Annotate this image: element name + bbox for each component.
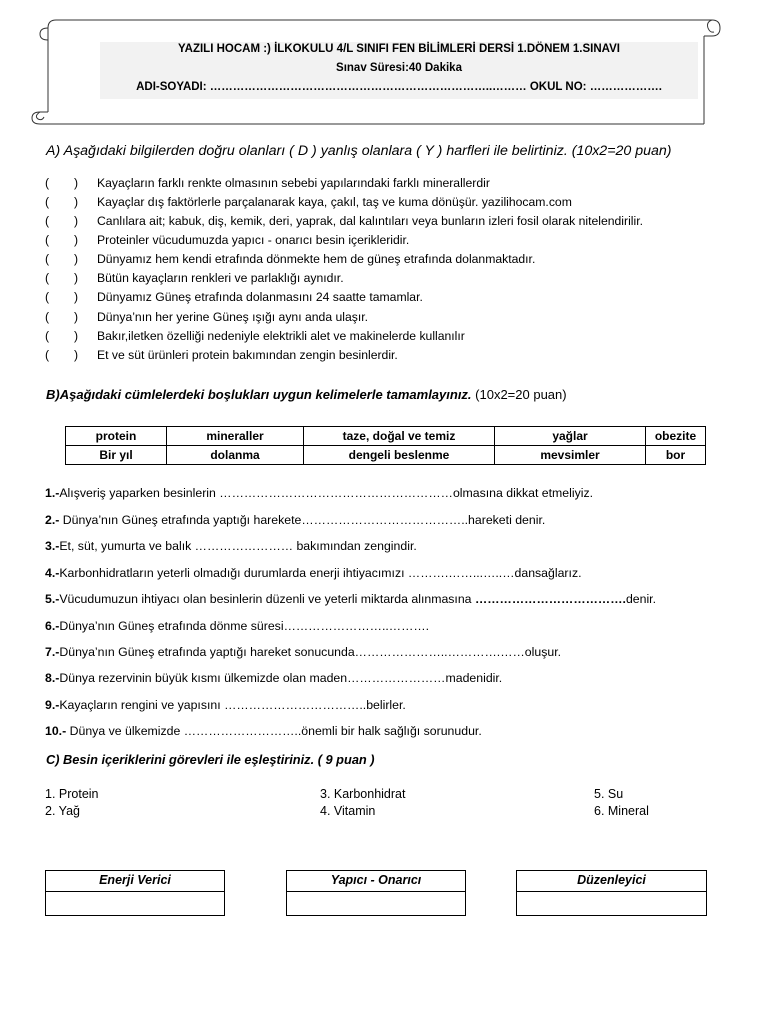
fill-in-item — [45, 566, 582, 580]
word-bank-table — [65, 426, 706, 465]
item-number: 5.- — [45, 592, 60, 606]
word-cell: bor — [646, 446, 706, 465]
word-bank-row — [66, 427, 706, 446]
item-text-before: Alışveriş yaparken besinlerin ………………………………………………… — [59, 486, 453, 500]
statement-text: Et ve süt ürünleri protein bakımından zengin besinlerdir. — [97, 348, 398, 362]
answer-blank-close: ) — [74, 290, 79, 304]
match-box-answer-area[interactable] — [517, 892, 706, 914]
answer-blank-close: ) — [74, 271, 79, 285]
answer-blank-open[interactable]: ( — [45, 290, 50, 304]
answer-blank-close: ) — [74, 252, 79, 266]
item-number: 1.- — [45, 486, 60, 500]
statement-text: Canlılara ait; kabuk, diş, kemik, deri, yaprak, dal kalıntıları veya bunların izleri fosil olarak nitelendirilir. — [97, 214, 643, 228]
match-box-answer-area[interactable] — [46, 892, 224, 914]
answer-blank-close: ) — [74, 233, 79, 247]
section-b-title-text: B)Aşağıdaki cümlelerdeki boşlukları uygun kelimelerle tamamlayınız. — [46, 387, 472, 402]
match-box-energy — [45, 870, 225, 916]
option-item: 5. Su — [594, 787, 624, 801]
true-false-item — [45, 310, 368, 324]
answer-blank-close: ) — [74, 176, 79, 190]
item-number: 10.- — [45, 724, 67, 738]
statement-text: Dünya’nın her yerine Güneş ışığı aynı anda ulaşır. — [97, 310, 368, 324]
fill-in-item — [45, 513, 545, 527]
item-text-before: Dünya ve ülkemizde ……………………….. — [66, 724, 302, 738]
true-false-item — [45, 348, 398, 362]
true-false-item — [45, 290, 423, 304]
item-number: 8.- — [45, 671, 60, 685]
answer-blank-open[interactable]: ( — [45, 233, 50, 247]
option-item: 6. Mineral — [594, 804, 649, 818]
item-text-after: önemli bir halk sağlığı sorunudur. — [301, 724, 482, 738]
answer-blank-open[interactable]: ( — [45, 271, 50, 285]
item-text-before: Vücudumuzun ihtiyacı olan besinlerin düzenli ve yeterli miktarda alınmasına — [59, 592, 475, 606]
statement-text: Bakır,iletken özelliği nedeniyle elektrikli alet ve makinelerde kullanılır — [97, 329, 465, 343]
word-cell: dolanma — [167, 446, 304, 465]
answer-blank-close: ) — [74, 195, 79, 209]
word-bank-row — [66, 446, 706, 465]
item-text-before: Dünya’nın Güneş etrafında dönme süresi……………………..………. — [59, 619, 430, 633]
option-item: 3. Karbonhidrat — [320, 787, 406, 801]
word-cell: mineraller — [167, 427, 304, 446]
statement-text: Kayaçlar dış faktörlerle parçalanarak kaya, çakıl, taş ve kuma dönüşür. yazilihocam.com — [97, 195, 572, 209]
word-cell: protein — [66, 427, 167, 446]
fill-in-item — [45, 645, 561, 659]
section-a-title: A) Aşağıdaki bilgilerden doğru olanları ( D ) yanlış olanlara ( Y ) harfleri ile belirtiniz. (10x2=20 puan) — [46, 143, 672, 159]
option-item: 4. Vitamin — [320, 804, 376, 818]
item-text-after: dansağlarız. — [514, 566, 582, 580]
item-text-before: Karbonhidratların yeterli olmadığı durumlarda enerji ihtiyacımızı ……….……...…..… — [59, 566, 515, 580]
item-text-after: hareketi denir. — [468, 513, 546, 527]
true-false-item — [45, 252, 535, 266]
item-text-before: Dünya’nın Güneş etrafında yaptığı hareket sonucunda…………………..………….…… — [59, 645, 525, 659]
section-c-title: C) Besin içeriklerini görevleri ile eşleştiriniz. ( 9 puan ) — [46, 752, 375, 767]
name-number-line: ADI-SOYADI: ………………………………………………………………..……… OKUL NO: ………………. — [136, 81, 662, 93]
true-false-item — [45, 176, 490, 190]
statement-text: Kayaçların farklı renkte olmasının sebebi yapılarındaki farklı minerallerdir — [97, 176, 490, 190]
fill-in-item — [45, 724, 482, 738]
answer-blank-open[interactable]: ( — [45, 348, 50, 362]
match-box-label: Enerji Verici — [46, 871, 224, 892]
answer-blank-close: ) — [74, 329, 79, 343]
item-number: 7.- — [45, 645, 60, 659]
word-cell: dengeli beslenme — [304, 446, 495, 465]
true-false-item — [45, 233, 409, 247]
match-box-label: Yapıcı - Onarıcı — [287, 871, 465, 892]
word-cell: mevsimler — [495, 446, 646, 465]
word-cell: Bir yıl — [66, 446, 167, 465]
true-false-item — [45, 214, 643, 228]
answer-blank-close: ) — [74, 310, 79, 324]
answer-blank-open[interactable]: ( — [45, 252, 50, 266]
true-false-item — [45, 195, 572, 209]
item-text-after: oluşur. — [524, 645, 562, 659]
item-number: 2.- — [45, 513, 60, 527]
fill-in-item — [45, 698, 406, 712]
item-text-after: denir. — [625, 592, 657, 606]
answer-blank-open[interactable]: ( — [45, 195, 50, 209]
answer-blank-close: ) — [74, 348, 79, 362]
item-text-after: madenidir. — [445, 671, 503, 685]
answer-blank-open[interactable]: ( — [45, 310, 50, 324]
true-false-item — [45, 329, 465, 343]
match-box-answer-area[interactable] — [287, 892, 465, 914]
word-cell: obezite — [646, 427, 706, 446]
statement-text: Dünyamız hem kendi etrafında dönmekte hem de güneş etrafında dolanmaktadır. — [97, 252, 536, 266]
word-cell: yağlar — [495, 427, 646, 446]
section-b-title — [46, 387, 567, 402]
match-box-regulator — [516, 870, 707, 916]
statement-text: Bütün kayaçların renkleri ve parlaklığı aynıdır. — [97, 271, 344, 285]
exam-duration: Sınav Süresi:40 Dakika — [336, 62, 462, 74]
item-blank[interactable]: ………………………………. — [474, 592, 626, 606]
answer-blank-open[interactable]: ( — [45, 214, 50, 228]
item-text-after: olmasına dikkat etmeliyiz. — [452, 486, 594, 500]
answer-blank-open[interactable]: ( — [45, 176, 50, 190]
item-text-before: Dünya’nın Güneş etrafında yaptığı harekete………………………………….. — [59, 513, 469, 527]
item-text-before: Dünya rezervinin büyük kısmı ülkemizde olan maden…………………… — [59, 671, 446, 685]
true-false-item — [45, 271, 344, 285]
item-text-after: belirler. — [366, 698, 406, 712]
answer-blank-open[interactable]: ( — [45, 329, 50, 343]
item-text-before: Et, süt, yumurta ve balık …………………… bakımından zengindir. — [59, 539, 417, 553]
answer-blank-close: ) — [74, 214, 79, 228]
word-cell: taze, doğal ve temiz — [304, 427, 495, 446]
item-number: 3.- — [45, 539, 60, 553]
item-number: 9.- — [45, 698, 60, 712]
fill-in-item — [45, 592, 656, 606]
item-number: 4.- — [45, 566, 60, 580]
item-text-before: Kayaçların rengini ve yapısını …………………………….. — [59, 698, 367, 712]
item-number: 6.- — [45, 619, 60, 633]
match-box-builder — [286, 870, 466, 916]
fill-in-item — [45, 671, 502, 685]
fill-in-item — [45, 486, 593, 500]
section-b-points: (10x2=20 puan) — [471, 387, 567, 402]
fill-in-item — [45, 539, 417, 553]
option-item: 1. Protein — [45, 787, 99, 801]
fill-in-item — [45, 619, 429, 633]
statement-text: Proteinler vücudumuzda yapıcı - onarıcı besin içerikleridir. — [97, 233, 410, 247]
match-box-label: Düzenleyici — [517, 871, 706, 892]
statement-text: Dünyamız Güneş etrafında dolanmasını 24 saatte tamamlar. — [97, 290, 423, 304]
exam-title: YAZILI HOCAM :) İLKOKULU 4/L SINIFI FEN BİLİMLERİ DERSİ 1.DÖNEM 1.SINAVI — [178, 43, 620, 55]
option-item: 2. Yağ — [45, 804, 80, 818]
